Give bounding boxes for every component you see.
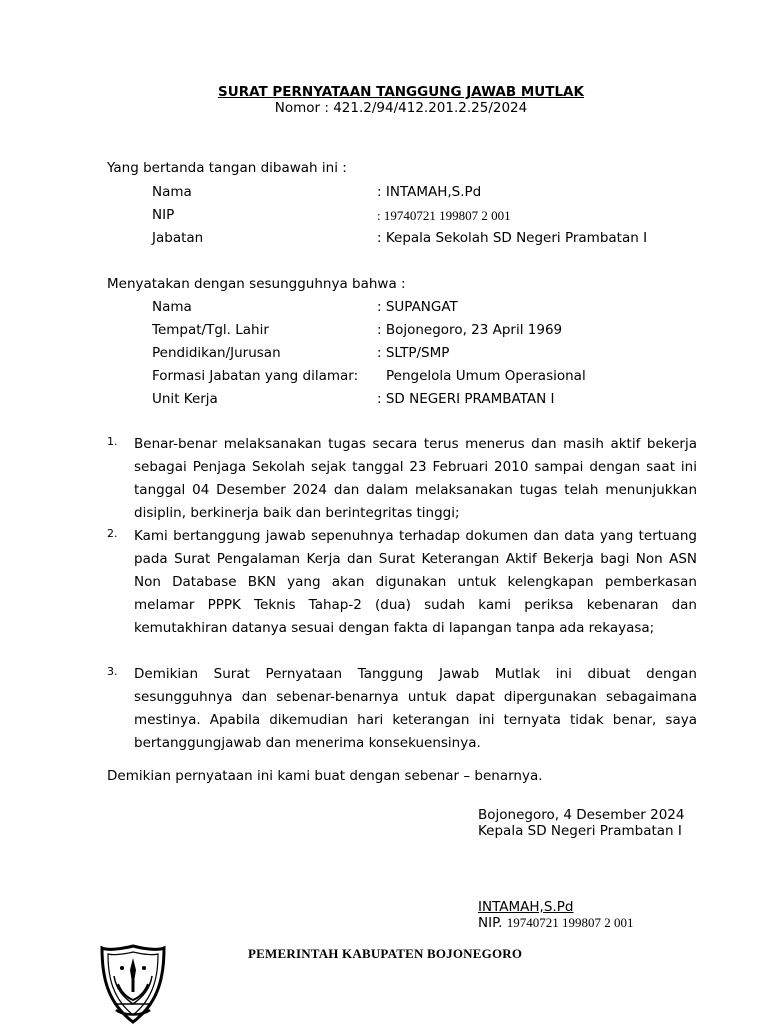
subject-formation-value: Pengelola Umum Operasional xyxy=(386,368,586,384)
statement-item xyxy=(107,525,697,640)
subject-unit-label: Unit Kerja xyxy=(152,391,218,407)
signer-intro: Yang bertanda tangan dibawah ini : xyxy=(107,160,347,176)
signer-nip-label: NIP xyxy=(152,207,175,223)
regency-emblem-icon xyxy=(100,944,166,1024)
signer-position-label: Jabatan xyxy=(152,230,204,246)
signer-position-value: : Kepala Sekolah SD Negeri Prambatan I xyxy=(377,230,648,246)
government-header: PEMERINTAH KABUPATEN BOJONEGORO xyxy=(248,946,523,961)
signature-nip-value: 19740721 199807 2 001 xyxy=(506,915,634,930)
document-number: Nomor : 421.2/94/412.201.2.25/2024 xyxy=(274,100,528,116)
subject-formation-label: Formasi Jabatan yang dilamar: xyxy=(152,368,359,384)
signature-nip xyxy=(478,915,633,931)
statement-text: Demikian Surat Pernyataan Tanggung Jawab Mutlak ini dibuat dengan sesungguhnya dan sebenar-benarnya untuk dapat dipergunakan sebagaimana mestinya. Apabila dikemudian hari keterangan ini ternyata tidak benar, saya bertanggungjawab dan menerima konsekuensinya. xyxy=(134,666,697,751)
subject-name-label: Nama xyxy=(152,299,192,315)
statement-text: Kami bertanggung jawab sepenuhnya terhadap dokumen dan data yang tertuang pada Surat Pengalaman Kerja dan Surat Keterangan Aktif Bekerja bagi Non ASN Non Database BKN yang akan digunakan untuk kelengkapan pemberkasan melamar PPPK Teknis Tahap-2 (dua) sudah kami periksa kebenaran dan kemutakhiran datanya sesuai dengan fakta di lapangan tanpa ada rekayasa; xyxy=(134,528,697,636)
signer-name-label: Nama xyxy=(152,184,192,200)
statement-number: 1. xyxy=(107,435,118,448)
signature-nip-label: NIP. xyxy=(478,915,503,931)
subject-birth-label: Tempat/Tgl. Lahir xyxy=(152,322,269,338)
closing-statement: Demikian pernyataan ini kami buat dengan sebenar – benarnya. xyxy=(107,768,543,784)
document-title: SURAT PERNYATAAN TANGGUNG JAWAB MUTLAK xyxy=(218,84,584,100)
signer-nip-value: : 19740721 199807 2 001 xyxy=(377,208,511,223)
subject-education-label: Pendidikan/Jurusan xyxy=(152,345,281,361)
statement-item xyxy=(107,663,697,755)
subject-name-value: : SUPANGAT xyxy=(377,299,458,315)
subject-unit-value: : SD NEGERI PRAMBATAN I xyxy=(377,391,555,407)
signer-name-value: : INTAMAH,S.Pd xyxy=(377,184,482,200)
signature-name: INTAMAH,S.Pd xyxy=(478,899,574,915)
subject-intro: Menyatakan dengan sesungguhnya bahwa : xyxy=(107,276,406,292)
subject-education-value: : SLTP/SMP xyxy=(377,345,450,361)
statement-number: 3. xyxy=(107,665,118,678)
statement-text: Benar-benar melaksanakan tugas secara terus menerus dan masih aktif bekerja sebagai Penjaga Sekolah sejak tanggal 23 Februari 2010 sampai dengan saat ini tanggal 04 Desember 2024 dan dalam melaksanakan tugas telah menunjukkan disiplin, berkinerja baik dan berintegritas tinggi; xyxy=(134,436,697,521)
signature-place-date: Bojonegoro, 4 Desember 2024 xyxy=(478,807,685,823)
statement-number: 2. xyxy=(107,527,118,540)
signature-position: Kepala SD Negeri Prambatan I xyxy=(478,823,682,839)
subject-birth-value: : Bojonegoro, 23 April 1969 xyxy=(377,322,563,338)
statement-item xyxy=(107,433,697,525)
